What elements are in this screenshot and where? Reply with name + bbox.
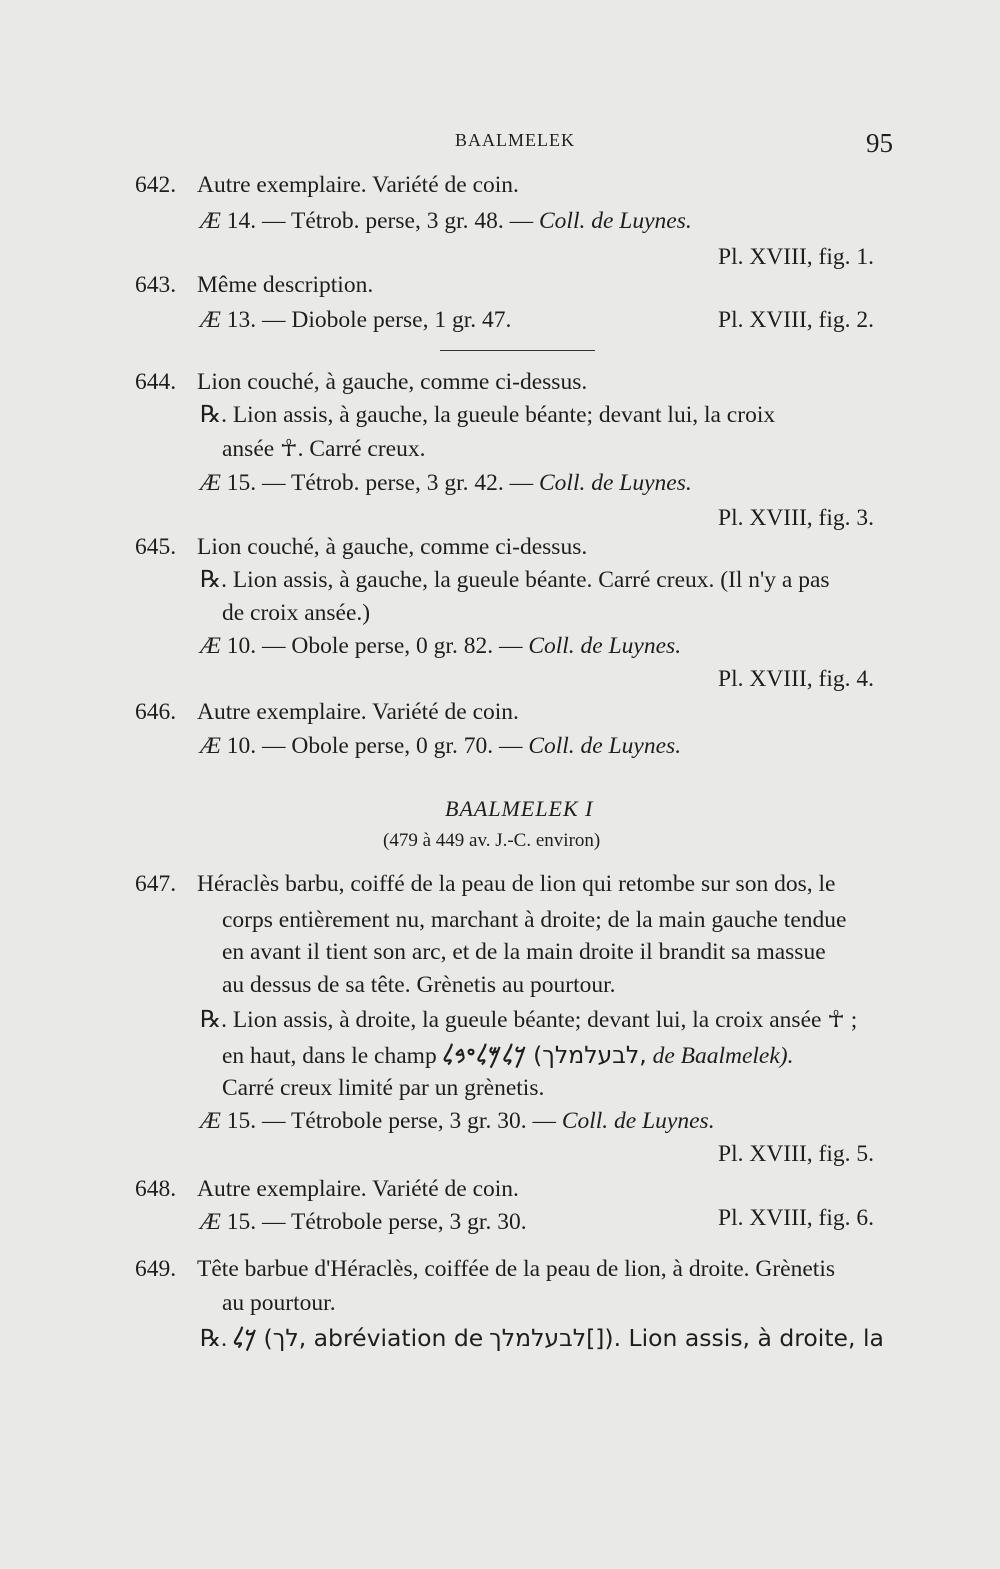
entry-number: 644. — [135, 369, 177, 395]
metal-symbol: Æ — [200, 208, 221, 234]
page-number: 95 — [866, 128, 893, 158]
obverse-description: Tête barbue d'Héraclès, coiffée de la peau de lion, à droite. Grènetis — [197, 1256, 835, 1282]
hebrew-transcription: (לבעלמלך, — [533, 1041, 647, 1069]
reverse-sign: ℞. — [200, 1007, 227, 1033]
reverse-text: en haut, dans le champ — [222, 1043, 437, 1069]
separator-rule — [440, 350, 595, 351]
page-header — [0, 128, 1000, 168]
coin-size: 13. — [226, 307, 257, 333]
coin-size: 10. — [226, 633, 257, 659]
reverse-sign: ℞. — [200, 1326, 227, 1352]
metal-symbol: Æ — [200, 1108, 221, 1134]
entry-description: Même description. — [197, 272, 374, 298]
entry-644-rev1 — [200, 400, 775, 430]
entry-647-obv2: corps entièrement nu, marchant à droite; de la main gauche tendue — [222, 907, 847, 933]
metal-symbol: Æ — [200, 733, 221, 759]
obverse-description: Lion couché, à gauche, comme ci-dessus. — [197, 369, 588, 395]
collection: Coll. de Luynes. — [538, 470, 692, 496]
collection: Coll. de Luynes. — [528, 633, 682, 659]
coin-size: 15. — [226, 470, 257, 496]
entry-643-line1 — [135, 270, 373, 300]
coin-weight: — Tétrob. perse, 3 gr. 42. — — [262, 470, 534, 496]
entry-642-line2 — [200, 206, 692, 236]
entry-647-obv4: au dessus de sa tête. Grènetis au pourtour. — [222, 972, 616, 998]
metal-symbol: Æ — [200, 307, 221, 333]
entry-642-line1 — [135, 170, 519, 200]
coin-size: 15. — [226, 1108, 257, 1134]
phoenician-inscription: 𐤊𐤋𐤌𐤋𐤏𐤁𐤋 — [442, 1041, 528, 1069]
entry-645-rev1 — [200, 565, 830, 595]
metal-symbol: Æ — [200, 470, 221, 496]
entry-description: Autre exemplaire. Variété de coin. — [197, 699, 519, 725]
running-title: BAALMELEK — [455, 130, 575, 150]
coin-weight: — Obole perse, 0 gr. 82. — — [262, 633, 523, 659]
obverse-description: Lion couché, à gauche, comme ci-dessus. — [197, 534, 588, 560]
entry-646-line1 — [135, 697, 519, 727]
coin-weight: — Diobole perse, 1 gr. 47. — [262, 307, 512, 333]
entry-649-rev1 — [200, 1323, 884, 1354]
entry-645-plate: Pl. XVIII, fig. 4. — [718, 666, 874, 692]
metal-symbol: Æ — [200, 1209, 221, 1235]
entry-647-obv3: en avant il tient son arc, et de la main droite il brandit sa massue — [222, 939, 826, 965]
coin-size: 14. — [226, 208, 257, 234]
entry-644-plate: Pl. XVIII, fig. 3. — [718, 505, 874, 531]
entry-number: 643. — [135, 272, 177, 298]
reverse-sign: ℞. — [200, 567, 227, 593]
collection: Coll. de Luynes. — [538, 208, 692, 234]
coin-weight: — Tétrob. perse, 3 gr. 48. — — [262, 208, 534, 234]
entry-648-plate: Pl. XVIII, fig. 6. — [718, 1205, 874, 1231]
reverse-description: Lion assis, à droite, la gueule béante; devant lui, la croix ansée ☥ ; — [232, 1007, 858, 1033]
entry-649-line1 — [135, 1254, 835, 1284]
entry-643-line2 — [200, 305, 511, 335]
coin-weight: — Obole perse, 0 gr. 70. — — [262, 733, 523, 759]
collection: Coll. de Luynes. — [528, 733, 682, 759]
entry-646-line2 — [200, 731, 681, 761]
entry-648-line2 — [200, 1207, 527, 1237]
entry-number: 648. — [135, 1176, 177, 1202]
coin-size: 15. — [226, 1209, 257, 1235]
entry-647-rev2 — [222, 1040, 794, 1071]
entry-number: 642. — [135, 172, 177, 198]
hebrew-full-name: לבעלמלך[]). Lion assis, à droite, la — [489, 1324, 884, 1352]
entry-number: 645. — [135, 534, 177, 560]
entry-648-line1 — [135, 1174, 519, 1204]
entry-649-obv2: au pourtour. — [222, 1290, 336, 1316]
entry-643-plate: Pl. XVIII, fig. 2. — [718, 307, 874, 333]
entry-647-rev1 — [200, 1005, 857, 1035]
entry-645-rev2: de croix ansée.) — [222, 600, 371, 626]
coin-size: 10. — [226, 733, 257, 759]
hebrew-abbreviation: (לך, abréviation de — [263, 1324, 484, 1352]
metal-symbol: Æ — [200, 633, 221, 659]
section-title: BAALMELEK I — [445, 796, 594, 821]
coin-weight: — Tétrobole perse, 3 gr. 30. — — [262, 1108, 556, 1134]
collection: Coll. de Luynes. — [561, 1108, 715, 1134]
entry-644-line1 — [135, 367, 587, 397]
entry-647-metal — [200, 1106, 715, 1136]
reverse-description: Lion assis, à gauche, la gueule béante. Carré creux. (Il n'y a pas — [232, 567, 830, 593]
entry-number: 647. — [135, 871, 177, 897]
entry-number: 646. — [135, 699, 177, 725]
reverse-sign: ℞. — [200, 402, 227, 428]
coin-weight: — Tétrobole perse, 3 gr. 30. — [262, 1209, 527, 1235]
entry-description: Autre exemplaire. Variété de coin. — [197, 172, 519, 198]
entry-645-metal — [200, 631, 681, 661]
reverse-description: Lion assis, à gauche, la gueule béante; devant lui, la croix — [232, 402, 776, 428]
entry-647-line1 — [135, 869, 835, 899]
entry-645-line1 — [135, 532, 587, 562]
translation: de Baalmelek). — [652, 1043, 794, 1069]
entry-description: Autre exemplaire. Variété de coin. — [197, 1176, 519, 1202]
entry-642-plate: Pl. XVIII, fig. 1. — [718, 244, 874, 270]
phoenician-inscription: 𐤊𐤋 — [232, 1324, 258, 1352]
entry-647-rev3: Carré creux limité par un grènetis. — [222, 1075, 545, 1101]
entry-number: 649. — [135, 1256, 177, 1282]
section-dates: (479 à 449 av. J.-C. environ) — [383, 830, 601, 851]
obverse-description: Héraclès barbu, coiffé de la peau de lion qui retombe sur son dos, le — [197, 871, 836, 897]
entry-647-plate: Pl. XVIII, fig. 5. — [718, 1141, 874, 1167]
entry-644-metal — [200, 468, 692, 498]
entry-644-rev2: ansée ☥. Carré creux. — [222, 436, 426, 462]
